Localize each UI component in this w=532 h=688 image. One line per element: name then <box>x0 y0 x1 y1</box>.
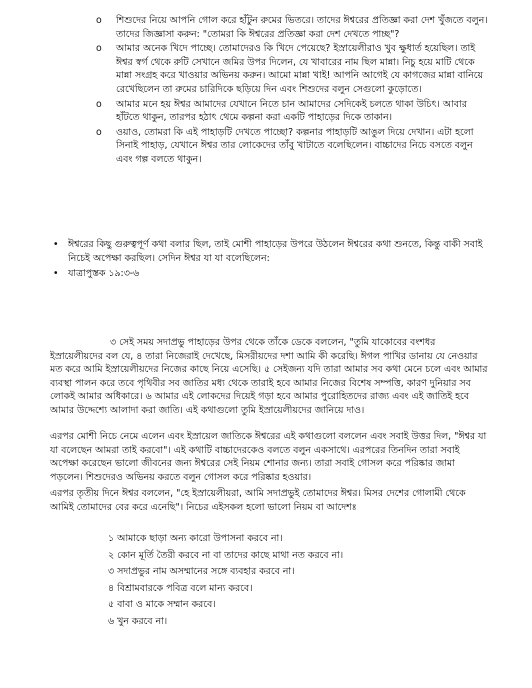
scripture-reference: যাত্রাপুস্তক ১৯:৩-৬ <box>68 268 140 280</box>
list-item: ৫ বাবা ও মাকে সম্মান করবে। <box>108 599 216 611</box>
list-item-text: ওয়াও, তোমরা কি এই পাহাড়টি দেখতে পাচ্ছো? কল্পনার পাহাড়টি আঙুল দিয়ে দেখান। এটা হলো সিনাই পাহাড়, যেখানে ঈশ্বর তার লোকেদের তাঁবু খাটাতে বলেছিলেন। বাচ্চাদের নিচে বসতে বলুন এবং গল্প বলতে থাকুন। <box>116 126 474 165</box>
list-item <box>96 14 491 41</box>
circle-bullet-icon: o <box>96 15 102 26</box>
activity-list <box>96 14 491 168</box>
list-item <box>96 42 491 96</box>
narrative-paragraph: এরপর মোশী নিচে নেমে এলেন এবং ইস্রায়েল জাতিকে ঈশ্বরের এই কথাগুলো বললেন এবং সবাই উত্তর দিল, "ঈশ্বর যা যা বলেছেন আমরা তাই করবো"। এই কথাটি বাচ্চাদেরকেও বলতে বলুন একসাথে। এরপরের তিনদিন তারা সবাই অপেক্ষা করেছেন ভালো জীবনের জন্য ঈশ্বরের সেই নিয়ম শোনার জন্য। তারা সবাই গোসল করে পরিষ্কার জামা পড়লেন। শিশুদেরও অভিনয় করতে বলুন গোসল করে পরিষ্কার হওয়ার। <box>50 431 487 483</box>
list-item <box>96 126 491 167</box>
list-item-text: ঈশ্বরের কিছু গুরুত্বপূর্ণ কথা বলার ছিল, তাই মোশী পাহাড়ের উপরে উঠলেন ঈশ্বরের কথা শুনতে, কিন্তু বাকী সবাই নিচেই অপেক্ষা করছিল। সেদিন ঈশ্বর যা যা বলেছিলেন: <box>68 239 483 264</box>
list-item: ৩ সদাপ্রভুর নাম অসম্মানের সঙ্গে ব্যবহার করবে না। <box>108 566 295 578</box>
list-item <box>50 238 490 265</box>
list-item: ১ আমাকে ছাড়া অন্য কারো উপাসনা করবে না। <box>108 533 283 544</box>
bullet-icon: • <box>53 239 59 250</box>
summary-list <box>50 238 490 283</box>
list-item: ৪ বিশ্রামবারকে পবিত্র বলে মান্য করবে। <box>108 582 253 594</box>
list-item <box>50 267 490 281</box>
commandments-list <box>108 532 468 632</box>
list-item-text: আমার মনে হয় ঈশ্বর আমাদের যেখানে নিতে চান আমাদের সেদিকেই চলতে থাকা উচিৎ। আবার হাঁটতে থাকুন, তারপর হঠাৎ থেমে কল্পনা করা একটি পাহাড়ের দিকে তাকান। <box>116 98 467 124</box>
scripture-passage: ৩ সেই সময় সদাপ্রভু পাহাড়ের উপর থেকে তাঁকে ডেকে বললেন, "তুমি যাকোবের বংশধর ইস্রায়েলীয়দের বল যে, ৪ তারা নিজেরাই দেখেছে, মিসরীয়দের দশা আমি কী করেছি। ঈগল পাখির ডানায় যে নেওয়ার মত করে আমি ইস্রায়েলীয়দের নিজের কাছে নিয়ে এসেছি। ৫ সেইজন্য যদি তারা আমার সব কথা মেনে চলে এবং আমার ব্যবস্থা পালন করে তবে পৃথিবীর সব জাতির মধ্য থেকে তারাই হবে আমার নিজের বিশেষ সম্পত্তি, কারণ দুনিয়ার সব লোকই আমার অধিকারে। ৬ আমার এই লোকদের দিয়েই গড়া হবে আমার পুরোহিতদের রাজ্য এবং এই জাতিই হবে আমার উদ্দেশ্যে আলাদা করা জাতি। এই কথাগুলো তুমি ইস্রায়েলীয়দের জানিয়ে দাও। <box>50 337 488 416</box>
circle-bullet-icon: o <box>96 43 102 55</box>
list-item-text: আমার অনেক খিদে পাচ্ছে। তোমাদেরও কি খিদে পেয়েছে? ইস্রায়েলীরাও খুব ক্ষুধার্ত হয়েছিল। তাই ঈশ্বর স্বর্গ থেকে রুটি সেখানে জমির উপর দিলেন, যে খাবারের নাম ছিল মান্না। নিচু হয়ে মাটি থেকে মান্না সংগ্রহ করে খাওয়ার অভিনয় করুন। আমো মান্না খাই! আপনি আগেই যে কাগজের মান্না বানিয়ে রেখেছিলেন তা রুমের চারিদিকে ছড়িয়ে দিন এবং শিশুদের বলুন সেগুলো কুড়োতে। <box>116 43 484 95</box>
list-item <box>96 98 491 125</box>
narrative-paragraph: এরপর তৃতীয় দিনে ঈশ্বর বললেন, "হে ইস্রায়েলীয়রা, আমি সদাপ্রভুই তোমাদের ঈশ্বর। মিসর দেশের গোলামী থেকে আমিই তোমাদের বের করে এনেছি"। নিচের এইসকল হলো ভালো নিয়ম বা আদেশঃ <box>50 488 466 513</box>
bullet-icon: • <box>53 268 59 280</box>
list-item-text: শিশুদের নিয়ে আপনি গোল করে হাঁটুন রুমের ভিতরে। তাদের ঈশ্বরের প্রতিজ্ঞা করা দেশ খুঁজতে বলুন। তাদের জিজ্ঞাসা করুন: "তোমরা কি ঈশ্বরের প্রতিজ্ঞা করা দেশ দেখতে পাচ্ছ"? <box>116 15 488 40</box>
circle-bullet-icon: o <box>96 98 102 110</box>
circle-bullet-icon: o <box>96 126 102 138</box>
list-item: ২ কোন মূর্তি তৈরী করবে না বা তাদের কাছে মাথা নত করবে না। <box>108 549 344 561</box>
list-item: ৬ খুন করবে না। <box>108 615 168 627</box>
